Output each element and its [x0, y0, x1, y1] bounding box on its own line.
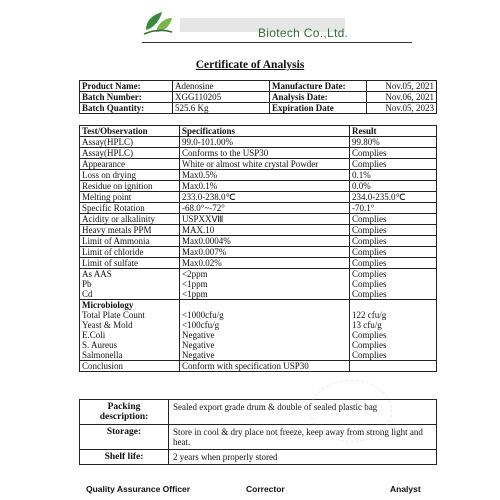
table-row [80, 203, 437, 214]
test-cell: Heavy metals PPM [80, 225, 180, 236]
spec-cell: Negative [180, 340, 350, 350]
table-row [80, 148, 437, 159]
spec-cell: Max0.1% [180, 181, 350, 192]
spec-cell [180, 300, 350, 311]
test-cell: Cd [80, 289, 180, 300]
test-cell: As AAS [80, 269, 180, 280]
table-header-row [80, 126, 437, 137]
result-cell: Complies [350, 289, 437, 300]
info-row [80, 92, 437, 103]
spec-cell: 233.0-238.0℃ [180, 192, 350, 203]
test-cell: S. Aureus [80, 340, 180, 350]
value-cell: Nov.06, 2021 [367, 92, 437, 103]
value-cell: 525.6 Kg [173, 103, 270, 114]
table-row [80, 214, 437, 225]
result-cell: 13 cfu/g [350, 320, 437, 330]
test-cell: Microbiology [80, 300, 180, 311]
label-cell: Batch Quantity: [80, 103, 173, 114]
table-row [80, 340, 437, 350]
table-row [80, 350, 437, 361]
column-header: Test/Observation [80, 126, 180, 137]
test-cell: Assay(HPLC) [80, 137, 180, 148]
result-cell: Complies [350, 340, 437, 350]
spec-cell: <1ppm [180, 279, 350, 289]
table-row [80, 137, 437, 148]
column-header: Result [350, 126, 437, 137]
spec-cell: Negative [180, 350, 350, 361]
spec-cell: Negative [180, 330, 350, 340]
table-row [80, 236, 437, 247]
result-cell [350, 300, 437, 311]
table-row [80, 247, 437, 258]
storage-label: Packing description: [80, 400, 169, 425]
label-cell: Analysis Date: [270, 92, 367, 103]
storage-label: Storage: [80, 425, 169, 450]
result-cell: Complies [350, 247, 437, 258]
result-cell: 99.80% [350, 137, 437, 148]
spec-cell: USPXXⅧ [180, 214, 350, 225]
value-cell: Adenosine [173, 81, 270, 92]
result-cell: Complies [350, 258, 437, 269]
storage-label: Shelf life: [80, 450, 169, 465]
label-cell: Expiration Date [270, 103, 367, 114]
table-row [80, 320, 437, 330]
table-row [80, 289, 437, 300]
table-row [80, 192, 437, 203]
spec-cell: <100cfu/g [180, 320, 350, 330]
table-row [80, 330, 437, 340]
test-cell: Residue on ignition [80, 181, 180, 192]
test-cell: Total Plate Count [80, 310, 180, 320]
test-cell: Conclusion [80, 361, 180, 372]
result-cell: Complies [350, 279, 437, 289]
result-cell: Complies [350, 148, 437, 159]
spec-cell: Conform with specification USP30 [180, 361, 350, 372]
value-cell: XGG110205 [173, 92, 270, 103]
table-row [80, 159, 437, 170]
test-results-table [79, 125, 437, 372]
stamp-mark [310, 380, 392, 442]
test-cell: Assay(HPLC) [80, 148, 180, 159]
result-cell: Complies [350, 214, 437, 225]
value-cell: Nov.05, 2023 [367, 103, 437, 114]
spec-cell: Max0.02% [180, 258, 350, 269]
signature-analyst: Analyst [390, 484, 421, 494]
test-cell: Appearance [80, 159, 180, 170]
info-row [80, 103, 437, 114]
result-cell [350, 361, 437, 372]
header-divider [142, 42, 412, 43]
result-cell: 0.0% [350, 181, 437, 192]
result-cell: Complies [350, 330, 437, 340]
result-cell: 0.1% [350, 170, 437, 181]
label-cell: Product Name: [80, 81, 173, 92]
signature-qa: Quality Assurance Officer [86, 484, 191, 494]
spec-cell: Max0.007% [180, 247, 350, 258]
storage-value: Store in cool & dry place not freeze, keep away from strong light and heat. [169, 425, 437, 450]
test-cell: Salmonella [80, 350, 180, 361]
storage-value: Sealed export grade drum & double of sealed plastic bag [169, 400, 437, 425]
spec-cell: White or almost white crystal Powder [180, 159, 350, 170]
column-header: Specifications [180, 126, 350, 137]
test-cell: Acidity or alkalinity [80, 214, 180, 225]
test-cell: Limit of chloride [80, 247, 180, 258]
label-cell: Batch Number: [80, 92, 173, 103]
spec-cell: <2ppm [180, 269, 350, 280]
spec-cell: Conforms to the USP30 [180, 148, 350, 159]
spec-cell: Max0.0004% [180, 236, 350, 247]
result-cell: 234.0-235.0℃ [350, 192, 437, 203]
info-row [80, 81, 437, 92]
test-cell: Specific Rotation [80, 203, 180, 214]
test-cell: Yeast & Mold [80, 320, 180, 330]
result-cell: -70.1° [350, 203, 437, 214]
test-cell: Loss on drying [80, 170, 180, 181]
test-cell: E.Coli [80, 330, 180, 340]
result-cell: Complies [350, 159, 437, 170]
test-cell: Limit of Ammonia [80, 236, 180, 247]
result-cell: 122 cfu/g [350, 310, 437, 320]
spec-cell: Max0.5% [180, 170, 350, 181]
table-row [80, 258, 437, 269]
spec-cell: -68.0°~-72° [180, 203, 350, 214]
result-cell: Complies [350, 269, 437, 280]
company-name: Biotech Co.,Ltd. [258, 26, 349, 40]
table-row [80, 225, 437, 236]
table-row [80, 279, 437, 289]
table-row [80, 170, 437, 181]
result-cell: Complies [350, 236, 437, 247]
storage-row [80, 450, 437, 465]
document-header [140, 6, 415, 44]
table-row [80, 181, 437, 192]
spec-cell: <1000cfu/g [180, 310, 350, 320]
table-row [80, 300, 437, 311]
table-row [80, 310, 437, 320]
spec-cell: MAX.10 [180, 225, 350, 236]
signature-corrector: Corrector [246, 484, 285, 494]
test-cell: Limit of sulfate [80, 258, 180, 269]
document-title: Certificate of Analysis [195, 59, 305, 71]
table-row [80, 269, 437, 280]
test-cell: Pb [80, 279, 180, 289]
product-info-table [79, 80, 437, 114]
result-cell: Complies [350, 225, 437, 236]
leaf-logo-icon [140, 8, 176, 38]
test-cell: Melting point [80, 192, 180, 203]
spec-cell: 99.0-101.00% [180, 137, 350, 148]
table-row [80, 361, 437, 372]
spec-cell: <1ppm [180, 289, 350, 300]
label-cell: Manufacture Date: [270, 81, 367, 92]
storage-value: 2 years when properly stored [169, 450, 437, 465]
result-cell: Complies [350, 350, 437, 361]
value-cell: Nov.05, 2021 [367, 81, 437, 92]
